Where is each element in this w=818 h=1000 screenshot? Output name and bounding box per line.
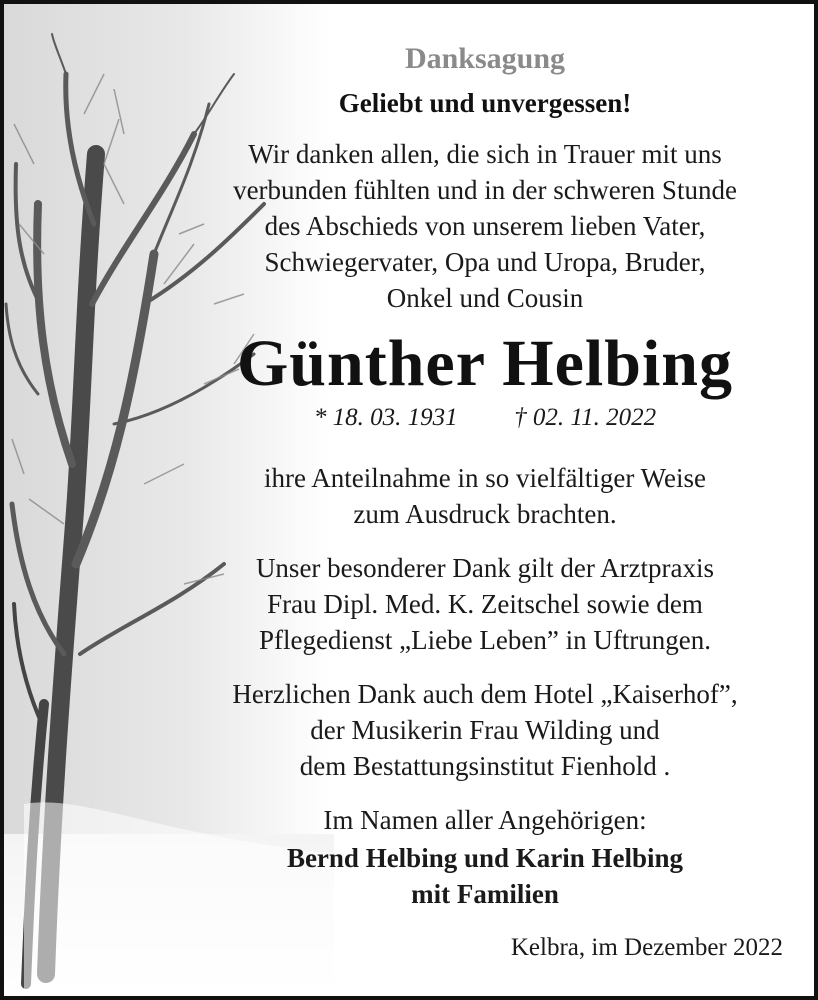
sympathy-line: ihre Anteilnahme in so vielfältiger Weise — [264, 463, 706, 493]
notice-text — [179, 4, 791, 1000]
intro-line: des Abschieds von unserem lieben Vater, — [264, 211, 706, 241]
deceased-name: Günther Helbing — [236, 327, 734, 400]
further-thanks-line: der Musikerin Frau Wilding und — [310, 715, 660, 745]
further-thanks-line: dem Bestattungsinstitut Fienhold . — [299, 751, 671, 781]
notice-subtitle: Geliebt und unvergessen! — [338, 88, 632, 118]
intro-line: Schwiegervater, Opa und Uropa, Bruder, — [264, 247, 706, 277]
place-date: Kelbra, im Dezember 2022 — [510, 934, 783, 961]
intro-line: verbunden fühlten und in der schweren Stunde — [233, 175, 737, 205]
intro-line: Onkel und Cousin — [386, 283, 584, 313]
special-thanks-line: Pflegedienst „Liebe Leben” in Uftrungen. — [258, 625, 712, 655]
special-thanks-line: Frau Dipl. Med. K. Zeitschel sowie dem — [267, 589, 703, 619]
sympathy-line: zum Ausdruck brachten. — [353, 499, 617, 529]
death-date: † 02. 11. 2022 — [514, 404, 657, 431]
intro-line: Wir danken allen, die sich in Trauer mit uns — [248, 139, 722, 169]
life-dates — [179, 404, 791, 432]
signers-line: Bernd Helbing und Karin Helbing — [286, 843, 684, 873]
on-behalf-line: Im Namen aller Angehörigen: — [323, 805, 647, 835]
notice-title: Danksagung — [404, 42, 566, 75]
special-thanks-line: Unser besonderer Dank gilt der Arztpraxis — [255, 553, 715, 583]
signers-line: mit Familien — [411, 879, 559, 909]
birth-date: * 18. 03. 1931 — [313, 404, 458, 431]
further-thanks-line: Herzlichen Dank auch dem Hotel „Kaiserhof”, — [232, 679, 738, 709]
